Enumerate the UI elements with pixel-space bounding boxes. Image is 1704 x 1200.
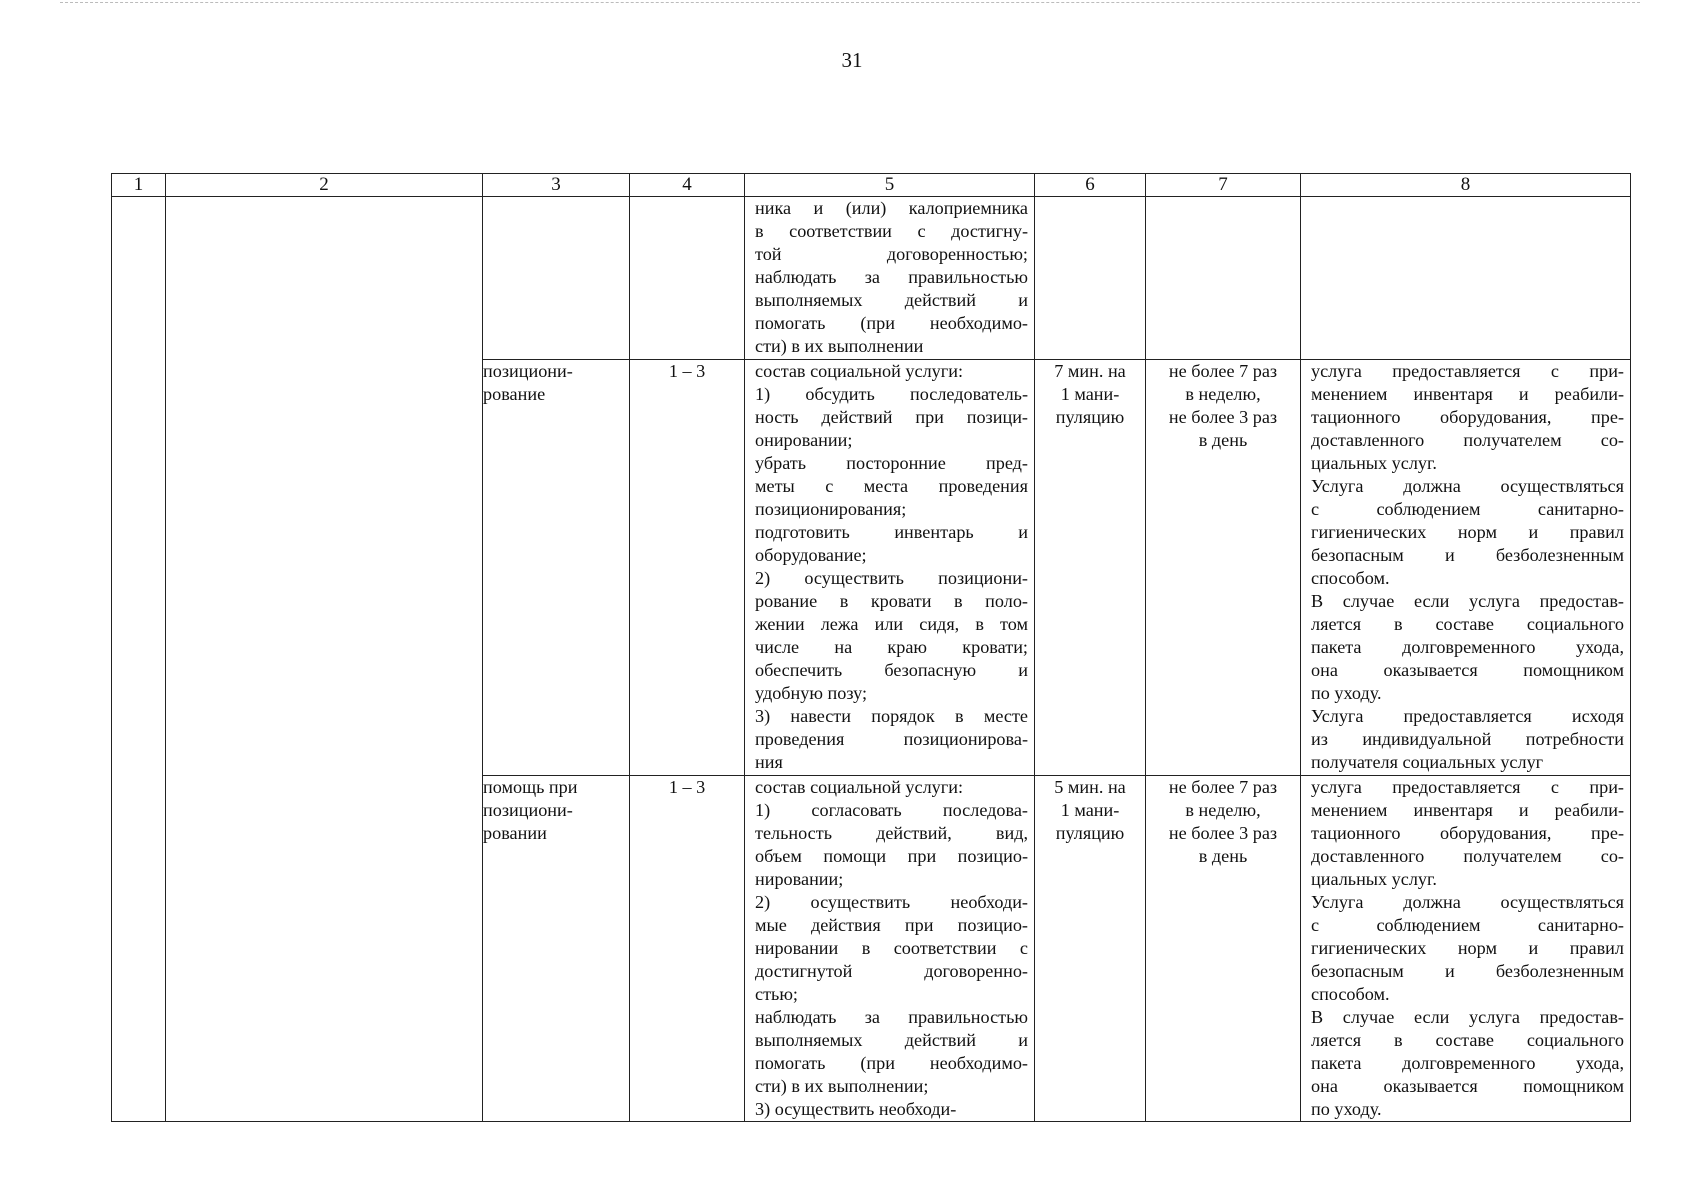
text-line: позициони- xyxy=(483,800,573,820)
text-line: онировании; xyxy=(755,430,853,450)
text-line: В случае если услуга предостав- xyxy=(1311,591,1624,611)
text-line: в соответствии с достигну- xyxy=(755,221,1028,241)
column-number-row xyxy=(112,174,1631,197)
time-norm-cell xyxy=(1035,776,1146,1122)
text-line: 2) осуществить необходи- xyxy=(755,892,1028,912)
text-line: удобную позу; xyxy=(755,683,868,703)
text-line: пакета долговременного ухода, xyxy=(1311,1053,1624,1073)
column-number: 7 xyxy=(1146,174,1301,197)
text-line: с соблюдением санитарно- xyxy=(1311,915,1624,935)
text-line: выполняемых действий и xyxy=(755,1030,1028,1050)
text-line: 3) осуществить необходи- xyxy=(755,1099,957,1119)
text-line: ровании xyxy=(483,823,547,843)
text-line: в день xyxy=(1198,430,1248,450)
text-line: пакета долговременного ухода, xyxy=(1311,637,1624,657)
text-line: она оказывается помощником xyxy=(1311,660,1624,680)
text-line: 2) осуществить позициони- xyxy=(755,568,1028,588)
text-line: помогать (при необходимо- xyxy=(755,1053,1028,1073)
text-line: с соблюдением санитарно- xyxy=(1311,499,1624,519)
text-line: гигиенических норм и правил xyxy=(1311,938,1624,958)
column-number: 2 xyxy=(166,174,483,197)
text-line: мые действия при позицио- xyxy=(755,915,1028,935)
text-line: 5 мин. на xyxy=(1054,777,1126,797)
text-line: состав социальной услуги: xyxy=(755,361,963,381)
text-line: безопасным и безболезненным xyxy=(1311,961,1624,981)
text-line: ника и (или) калоприемника xyxy=(755,198,1028,218)
text-line: обеспечить безопасную и xyxy=(755,660,1028,680)
text-line: циальных услуг. xyxy=(1311,453,1437,473)
column-number: 5 xyxy=(745,174,1035,197)
text-line: она оказывается помощником xyxy=(1311,1076,1624,1096)
text-line: 1) согласовать последова- xyxy=(755,800,1028,820)
time-norm xyxy=(1035,776,1145,845)
text-line: в день xyxy=(1198,846,1248,866)
text-line: убрать посторонние пред- xyxy=(755,453,1028,473)
text-line: нировании в соответствии с xyxy=(755,938,1028,958)
text-line: сти) в их выполнении; xyxy=(755,1076,929,1096)
service-content-cell xyxy=(745,197,1035,360)
text-line: выполняемых действий и xyxy=(755,290,1028,310)
text-line: не более 3 раз xyxy=(1168,823,1278,843)
text-line: В случае если услуга предостав- xyxy=(1311,1007,1624,1027)
text-line: объем помощи при позицио- xyxy=(755,846,1028,866)
conditions-cell xyxy=(1301,360,1631,776)
conditions xyxy=(1301,360,1630,774)
text-line: в неделю, xyxy=(1185,800,1261,820)
text-line: тационного оборудования, пре- xyxy=(1311,823,1624,843)
text-line: позиционирования; xyxy=(755,499,907,519)
column-number: 1 xyxy=(112,174,166,197)
time-norm-cell xyxy=(1035,197,1146,360)
text-line: наблюдать за правильностью xyxy=(755,267,1028,287)
text-line: не более 3 раз xyxy=(1168,407,1278,427)
text-line: тельность действий, вид, xyxy=(755,823,1028,843)
text-line: жении лежа или сидя, в том xyxy=(755,614,1028,634)
text-line: помогать (при необходимо- xyxy=(755,313,1028,333)
text-line: услуга предоставляется с при- xyxy=(1311,777,1624,797)
text-line: Услуга должна осуществляться xyxy=(1311,476,1624,496)
text-line: не более 7 раз xyxy=(1168,777,1278,797)
service-content xyxy=(745,776,1034,1121)
text-line: циальных услуг. xyxy=(1311,869,1437,889)
text-line: проведения позиционирова- xyxy=(755,729,1028,749)
conditions-cell xyxy=(1301,197,1631,360)
text-line: Услуга должна осуществляться xyxy=(1311,892,1624,912)
text-line: в неделю, xyxy=(1185,384,1261,404)
table-row xyxy=(112,197,1631,360)
text-line: оборудование; xyxy=(755,545,867,565)
row-number-cell xyxy=(112,197,166,1122)
text-line: доставленного получателем со- xyxy=(1311,430,1624,450)
text-line: безопасным и безболезненным xyxy=(1311,545,1624,565)
service-name-cell xyxy=(483,360,630,776)
service-group-cell xyxy=(166,197,483,1122)
text-line: по уходу. xyxy=(1311,1099,1382,1119)
text-line: подготовить инвентарь и xyxy=(755,522,1028,542)
time-norm-cell xyxy=(1035,360,1146,776)
periodicity-cell xyxy=(1146,776,1301,1122)
text-line: 1) обсудить последователь- xyxy=(755,384,1028,404)
text-line: ность действий при позици- xyxy=(755,407,1028,427)
text-line: из индивидуальной потребности xyxy=(1311,729,1624,749)
scan-edge-line xyxy=(60,2,1640,3)
text-line: рование в кровати в поло- xyxy=(755,591,1028,611)
text-line: гигиенических норм и правил xyxy=(1311,522,1624,542)
text-line: доставленного получателем со- xyxy=(1311,846,1624,866)
text-line: позициони- xyxy=(483,361,573,381)
text-line: по уходу. xyxy=(1311,683,1382,703)
column-number: 3 xyxy=(483,174,630,197)
service-name-cell xyxy=(483,776,630,1122)
page-number: 31 xyxy=(841,48,863,72)
service-content xyxy=(745,197,1034,358)
text-line: менением инвентаря и реабили- xyxy=(1311,384,1624,404)
column-number: 4 xyxy=(630,174,745,197)
text-line: способом. xyxy=(1311,568,1390,588)
service-content-cell xyxy=(745,776,1035,1122)
text-line: услуга предоставляется с при- xyxy=(1311,361,1624,381)
periodicity xyxy=(1146,360,1300,452)
column-number: 6 xyxy=(1035,174,1146,197)
text-line: менением инвентаря и реабили- xyxy=(1311,800,1624,820)
text-line: ляется в составе социального xyxy=(1311,614,1624,634)
frequency-cell: 1 – 3 xyxy=(630,360,745,776)
periodicity xyxy=(1146,776,1300,868)
time-norm xyxy=(1035,360,1145,429)
text-line: сти) в их выполнении xyxy=(755,336,924,356)
frequency-cell xyxy=(630,197,745,360)
frequency-cell: 1 – 3 xyxy=(630,776,745,1122)
text-line: тационного оборудования, пре- xyxy=(1311,407,1624,427)
text-line: той договоренностью; xyxy=(755,244,1028,264)
service-name xyxy=(483,776,629,845)
text-line: способом. xyxy=(1311,984,1390,1004)
conditions xyxy=(1301,776,1630,1121)
text-line: не более 7 раз xyxy=(1168,361,1278,381)
text-line: пуляцию xyxy=(1055,823,1125,843)
text-line: нировании; xyxy=(755,869,844,889)
text-line: меты с места проведения xyxy=(755,476,1028,496)
text-line: числе на краю кровати; xyxy=(755,637,1028,657)
periodicity-cell xyxy=(1146,197,1301,360)
conditions-cell xyxy=(1301,776,1631,1122)
text-line: 1 мани- xyxy=(1060,800,1120,820)
text-line: 1 мани- xyxy=(1060,384,1120,404)
text-line: помощь при xyxy=(483,777,578,797)
services-table xyxy=(111,173,1631,1122)
text-line: Услуга предоставляется исходя xyxy=(1311,706,1624,726)
periodicity-cell xyxy=(1146,360,1301,776)
text-line: достигнутой договоренно- xyxy=(755,961,1028,981)
text-line: пуляцию xyxy=(1055,407,1125,427)
text-line: ния xyxy=(755,752,783,772)
column-number: 8 xyxy=(1301,174,1631,197)
service-name xyxy=(483,360,629,406)
text-line: 3) навести порядок в месте xyxy=(755,706,1028,726)
text-line: ляется в составе социального xyxy=(1311,1030,1624,1050)
text-line: наблюдать за правильностью xyxy=(755,1007,1028,1027)
text-line: рование xyxy=(483,384,546,404)
text-line: состав социальной услуги: xyxy=(755,777,963,797)
service-content xyxy=(745,360,1034,774)
text-line: получателя социальных услуг xyxy=(1311,752,1544,772)
service-name-cell xyxy=(483,197,630,360)
service-content-cell xyxy=(745,360,1035,776)
text-line: 7 мин. на xyxy=(1054,361,1126,381)
text-line: стью; xyxy=(755,984,798,1004)
